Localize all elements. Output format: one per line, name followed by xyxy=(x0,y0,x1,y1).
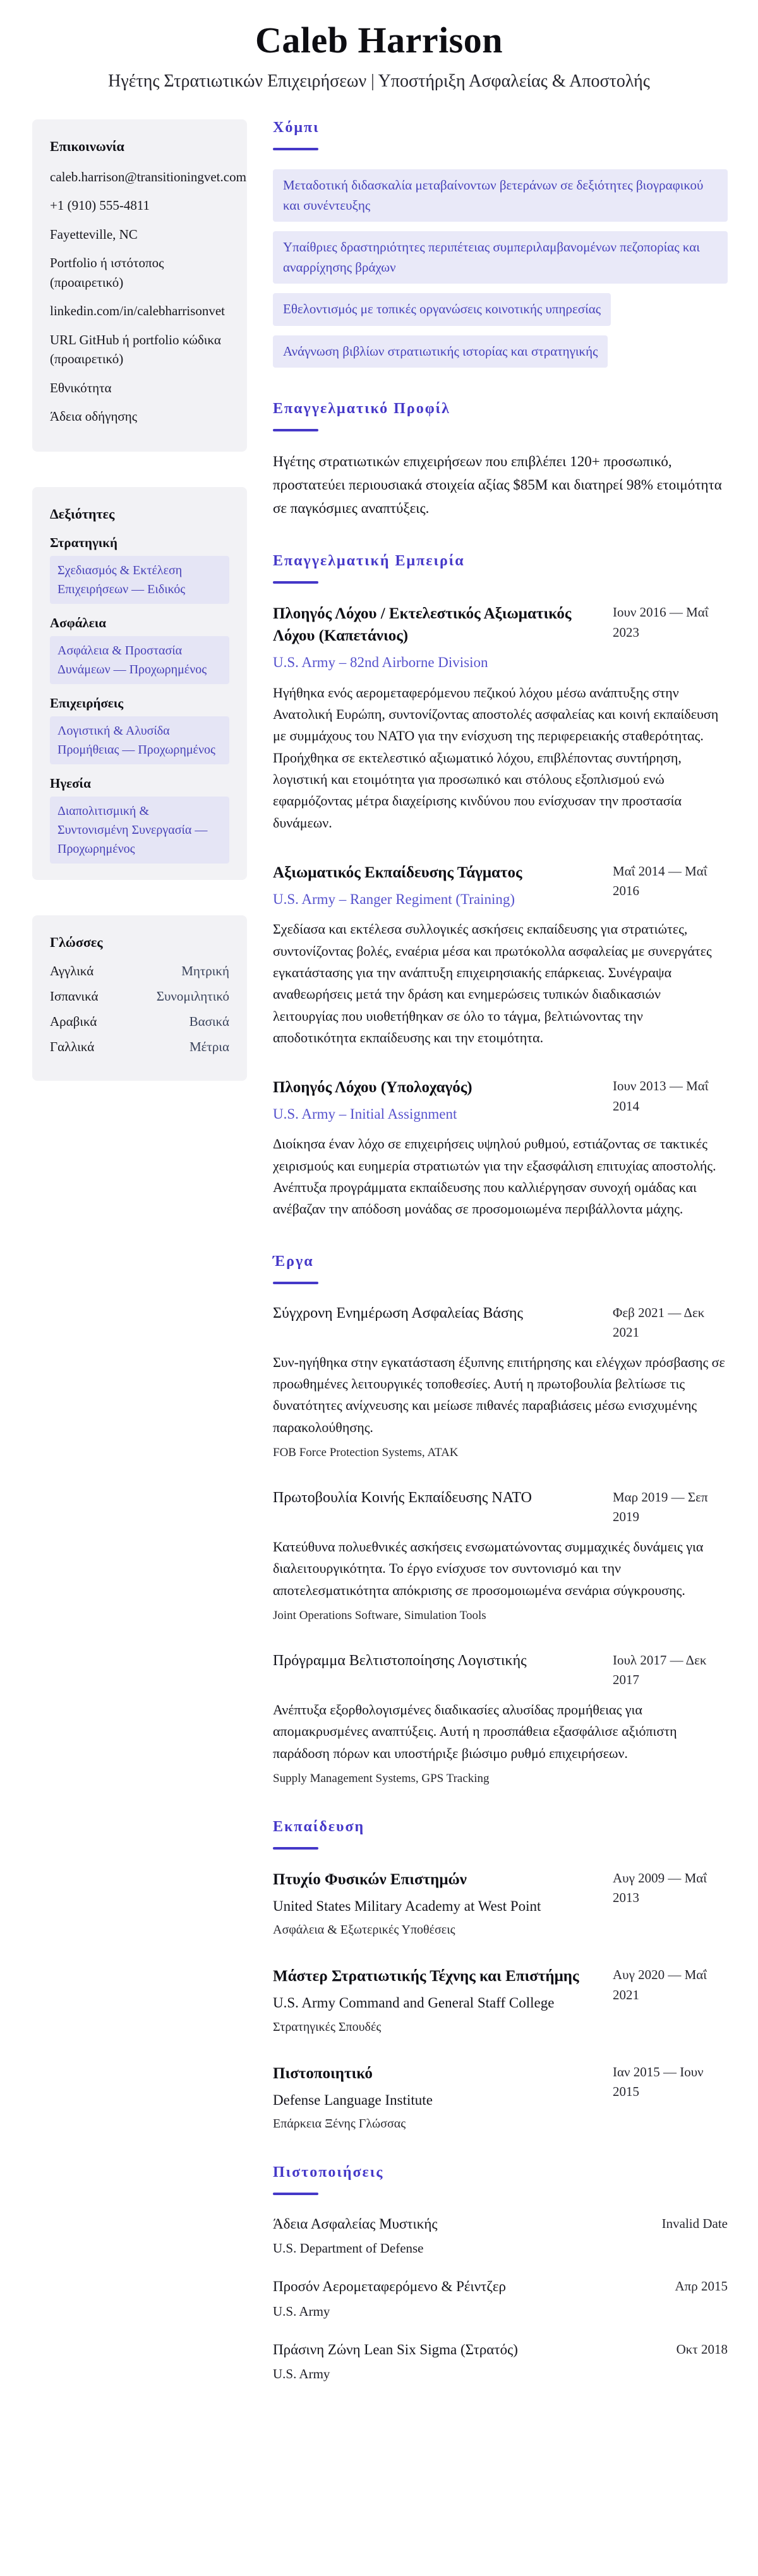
job-role: Πλοηγός Λόχου (Υπολοχαγός) xyxy=(273,1079,472,1097)
skill-chip: Σχεδιασμός & Εκτέλεση Επιχειρήσεων — Ειδικός xyxy=(50,556,229,604)
entry-head xyxy=(273,603,728,673)
project-entry xyxy=(273,1303,728,1460)
projects-heading: Έργα xyxy=(273,1253,314,1270)
project-entry xyxy=(273,1488,728,1623)
hobby-item: Εθελοντισμός με τοπικές οργανώσεις κοινοτικής υπηρεσίας xyxy=(273,293,611,326)
entry-head xyxy=(273,1651,728,1690)
project-tools: Joint Operations Software, Simulation Tools xyxy=(273,1608,486,1622)
entry-head xyxy=(273,1869,728,1917)
entry-left xyxy=(273,1965,586,2013)
contact-section xyxy=(32,119,247,452)
entry-left xyxy=(273,1869,586,1917)
language-row xyxy=(50,989,229,1004)
education-dates: Αυγ 2009 — Μαΐ 2013 xyxy=(613,1870,707,1906)
certification-entry xyxy=(273,2214,728,2258)
skill-category: Επιχειρήσεις xyxy=(50,695,124,711)
entry-head xyxy=(273,2340,728,2384)
experience-entry xyxy=(273,1076,728,1220)
entry-left xyxy=(273,1303,586,1325)
certification-name: Άδεια Ασφαλείας Μυστικής xyxy=(273,2215,438,2232)
certification-name: Πράσινη Ζώνη Lean Six Sigma (Στρατός) xyxy=(273,2342,518,2358)
language-level: Μητρική xyxy=(181,963,229,979)
language-name: Αραβικά xyxy=(50,1014,97,1030)
job-company: U.S. Army – 82nd Airborne Division xyxy=(273,654,488,671)
candidate-name: Caleb Harrison xyxy=(255,20,503,61)
hobby-item: Υπαίθριες δραστηριότητες περιπέτειας συμπεριλαμβανομένων πεζοπορίας και αναρρίχησης βράχων xyxy=(273,231,728,284)
certification-date: Invalid Date xyxy=(661,2215,728,2231)
entry-head xyxy=(273,1303,728,1343)
language-row xyxy=(50,1014,229,1030)
entry-head xyxy=(273,2062,728,2110)
project-tools: Supply Management Systems, GPS Tracking xyxy=(273,1771,490,1785)
language-row xyxy=(50,963,229,979)
skill-chip: Ασφάλεια & Προστασία Δυνάμεων — Προχωρημένος xyxy=(50,636,229,684)
certification-issuer: U.S. Army xyxy=(273,2366,330,2382)
section-rule xyxy=(273,581,318,584)
job-description: Σχεδίασα και εκτέλεσα συλλογικές ασκήσεις εκπαίδευσης για στρατιώτες, συντονίζοντας βολές, εναέρια μέσα και πρωτόκολλα ασφαλείας με συνεργάτες εγκατάστασης για την ανάπτυξη επιχειρησιακής επάρκειας. Συνέγραψα αναθεωρήσεις μετά την δράση και ενημερώσεις τυπικών διαδικασιών λειτουργίας που υιοθετήθηκαν σε όλο το τάγμα, βελτιώνοντας την αποδοτικότητα εκπαίδευσης και την ετοιμότητα. xyxy=(273,921,712,1045)
content-columns xyxy=(0,119,758,2417)
section-rule xyxy=(273,148,318,150)
entry-left xyxy=(273,1076,586,1124)
language-level: Συνομιλητικό xyxy=(156,989,229,1004)
project-tools: FOB Force Protection Systems, ATAK xyxy=(273,1445,459,1459)
contact-nationality: Εθνικότητα xyxy=(50,380,112,395)
language-name: Γαλλικά xyxy=(50,1039,95,1055)
contact-github: URL GitHub ή portfolio κώδικα (προαιρετικό) xyxy=(50,332,221,367)
section-rule xyxy=(273,2193,318,2195)
skill-category: Ηγεσία xyxy=(50,776,91,791)
experience-entry xyxy=(273,862,728,1049)
certification-entry xyxy=(273,2277,728,2321)
job-role: Αξιωματικός Εκπαίδευσης Τάγματος xyxy=(273,864,522,881)
project-description: Συν-ηγήθηκα στην εγκατάσταση έξυπνης επιτήρησης και ελέγχων πρόσβασης σε προωθημένες λειτουργικές τοποθεσίες. Αυτή η πρωτοβουλία βελτίωσε τις δυνατότητες ανίχνευσης και μείωσε πιθανές παραβιάσεις μέσω ενισχυμένης παρακολούθησης. xyxy=(273,1354,725,1435)
education-heading: Εκπαίδευση xyxy=(273,1818,365,1835)
entry-left xyxy=(273,2062,586,2110)
projects-section xyxy=(273,1253,728,1786)
certifications-section xyxy=(273,2164,728,2384)
education-field: Στρατηγικές Σπουδές xyxy=(273,2019,382,2034)
entry-left xyxy=(273,603,586,673)
education-school: U.S. Army Command and General Staff College xyxy=(273,1995,555,2011)
skills-section xyxy=(32,487,247,880)
education-school: Defense Language Institute xyxy=(273,2091,433,2108)
certification-date: Οκτ 2018 xyxy=(676,2342,728,2357)
project-entry xyxy=(273,1651,728,1786)
section-rule xyxy=(273,429,318,431)
language-name: Ισπανικά xyxy=(50,989,99,1004)
project-description: Ανέπτυξα εξορθολογισμένες διαδικασίες αλυσίδας προμήθειας για απομακρυσμένες αναπτύξεις. Αυτή η προσπάθεια εξασφάλισε αξιόπιστη παράδοση πόρων και υποστήριξε βιώσιμο ρυθμό επιχειρήσεων. xyxy=(273,1701,677,1761)
job-role: Πλοηγός Λόχου / Εκτελεστικός Αξιωματικός Λόχου (Καπετάνιος) xyxy=(273,605,572,645)
entry-head xyxy=(273,2277,728,2321)
languages-section xyxy=(32,915,247,1081)
entry-head xyxy=(273,1076,728,1124)
job-dates: Μαΐ 2014 — Μαΐ 2016 xyxy=(613,863,707,899)
project-name: Πρόγραμμα Βελτιστοποίησης Λογιστικής xyxy=(273,1652,527,1669)
skill-chip: Λογιστική & Αλυσίδα Προμήθειας — Προχωρημένος xyxy=(50,716,229,764)
education-dates: Ιαν 2015 — Ιουν 2015 xyxy=(613,2064,704,2100)
education-degree: Πτυχίο Φυσικών Επιστημών xyxy=(273,1870,467,1888)
entry-head xyxy=(273,1488,728,1527)
profile-section xyxy=(273,400,728,520)
language-name: Αγγλικά xyxy=(50,963,94,979)
job-description: Διοίκησα έναν λόχο σε επιχειρήσεις υψηλού ρυθμού, εστιάζοντας σε τακτικές χειρισμούς και ευημερία στρατιωτών για την εξασφάλιση επιτυχίας αποστολής. Ανέπτυξα προγράμματα εκπαίδευσης που καλλιέργησαν συνοχή ομάδας και ανέβαζαν την απόδοση μονάδας σε προσομοιωμένα περιβάλλοντα μάχης. xyxy=(273,1136,716,1217)
contact-phone: +1 (910) 555-4811 xyxy=(50,198,150,214)
skill-chip: Διαπολιτισμική & Συντονισμένη Συνεργασία — Προχωρημένος xyxy=(50,797,229,864)
project-description: Κατεύθυνα πολυεθνικές ασκήσεις ενσωματώνοντας συμμαχικές δυνάμεις για διαλειτουργικότητα. Το έργο ενίσχυσε τον συντονισμό και την αποτελεσματικότητα απόκρισης σε προσομοιωμένα σενάρια σύγκρουσης. xyxy=(273,1538,704,1598)
experience-section xyxy=(273,553,728,1220)
candidate-title: Ηγέτης Στρατιωτικών Επιχειρήσεων | Υποστήριξη Ασφαλείας & Αποστολής xyxy=(108,71,650,91)
job-description: Ηγήθηκα ενός αερομεταφερόμενου πεζικού λόχου μέσω ανάπτυξης στην Ανατολική Ευρώπη, συντονίζοντας αποστολές ασφαλείας και κοινή εκπαίδευση με συμμάχους του NATO για την ενίσχυση της περιφερειακής σταθερότητας. Προήχθηκα σε εκτελεστικό αξιωματικό λόχου, επιβλέποντας συντήρηση, λογιστική και ετοιμότητα για προσωπικό και στόλους εξοπλισμού ενώ εφαρμόζοντας μέτρα διαχείρισης κινδύνου που ενίσχυσαν την προστασία δυνάμεων. xyxy=(273,684,719,831)
education-degree: Πιστοποιητικό xyxy=(273,2064,373,2082)
job-dates: Ιουν 2016 — Μαΐ 2023 xyxy=(613,605,709,640)
entry-left xyxy=(273,2340,586,2384)
skills-heading: Δεξιότητες xyxy=(50,506,115,522)
hobbies-section xyxy=(273,119,728,368)
job-company: U.S. Army – Initial Assignment xyxy=(273,1106,457,1122)
certification-date: Απρ 2015 xyxy=(675,2278,728,2294)
profile-text: Ηγέτης στρατιωτικών επιχειρήσεων που επιβλέπει 120+ προσωπικό, προστατεύει περιουσιακά στοιχεία αξίας $85M και διατηρεί 98% ετοιμότητα σε παγκόσμιες αναπτύξεις. xyxy=(273,454,722,516)
contact-portfolio: Portfolio ή ιστότοπος (προαιρετικό) xyxy=(50,255,164,290)
entry-left xyxy=(273,1488,586,1509)
project-dates: Μαρ 2019 — Σεπ 2019 xyxy=(613,1489,708,1525)
contact-email: caleb.harrison@transitioningvet.com xyxy=(50,169,246,184)
language-row xyxy=(50,1039,229,1055)
profile-heading: Επαγγελματικό Προφίλ xyxy=(273,400,450,417)
entry-left xyxy=(273,2214,586,2258)
certification-issuer: U.S. Department of Defense xyxy=(273,2241,424,2256)
resume-header xyxy=(0,0,758,92)
section-rule xyxy=(273,1282,318,1284)
certification-name: Προσόν Αερομεταφερόμενο & Ρέιντζερ xyxy=(273,2278,507,2295)
languages-heading: Γλώσσες xyxy=(50,934,103,951)
education-school: United States Military Academy at West Point xyxy=(273,1898,541,1914)
experience-heading: Επαγγελματική Εμπειρία xyxy=(273,553,465,570)
education-entry xyxy=(273,1869,728,1937)
entry-left xyxy=(273,1651,586,1672)
entry-head xyxy=(273,2214,728,2258)
education-entry xyxy=(273,2062,728,2131)
certification-entry xyxy=(273,2340,728,2384)
contact-driving-license: Άδεια οδήγησης xyxy=(50,408,138,424)
education-degree: Μάστερ Στρατιωτικής Τέχνης και Επιστήμης xyxy=(273,1968,579,1985)
skill-category: Στρατηγική xyxy=(50,535,117,551)
sidebar xyxy=(32,119,247,2417)
certifications-heading: Πιστοποιήσεις xyxy=(273,2164,384,2181)
main-column xyxy=(273,119,728,2417)
skill-category: Ασφάλεια xyxy=(50,615,106,631)
project-name: Πρωτοβουλία Κοινής Εκπαίδευσης NATO xyxy=(273,1489,532,1506)
entry-head xyxy=(273,1965,728,2013)
job-company: U.S. Army – Ranger Regiment (Training) xyxy=(273,891,515,907)
education-dates: Αυγ 2020 — Μαΐ 2021 xyxy=(613,1967,707,2002)
job-dates: Ιουν 2013 — Μαΐ 2014 xyxy=(613,1078,709,1114)
project-name: Σύγχρονη Ενημέρωση Ασφαλείας Βάσης xyxy=(273,1304,523,1321)
entry-head xyxy=(273,862,728,910)
entry-left xyxy=(273,2277,586,2321)
entry-left xyxy=(273,862,586,910)
education-section xyxy=(273,1819,728,2131)
education-field: Ασφάλεια & Εξωτερικές Υποθέσεις xyxy=(273,1923,455,1937)
language-level: Βασικά xyxy=(189,1014,229,1030)
section-rule xyxy=(273,1847,318,1850)
certification-issuer: U.S. Army xyxy=(273,2303,330,2319)
contact-heading: Επικοινωνία xyxy=(50,138,124,154)
language-level: Μέτρια xyxy=(189,1039,229,1055)
contact-location: Fayetteville, NC xyxy=(50,226,138,242)
hobby-item: Ανάγνωση βιβλίων στρατιωτικής ιστορίας και στρατηγικής xyxy=(273,335,608,368)
hobby-item: Μεταδοτική διδασκαλία μεταβαίνοντων βετεράνων σε δεξιότητες βιογραφικού και συνέντευξης xyxy=(273,169,728,222)
hobbies-heading: Χόμπι xyxy=(273,119,320,136)
contact-linkedin: linkedin.com/in/calebharrisonvet xyxy=(50,303,225,319)
experience-entry xyxy=(273,603,728,834)
project-dates: Φεβ 2021 — Δεκ 2021 xyxy=(613,1304,705,1340)
education-field: Επάρκεια Ξένης Γλώσσας xyxy=(273,2116,406,2131)
education-entry xyxy=(273,1965,728,2034)
project-dates: Ιουλ 2017 — Δεκ 2017 xyxy=(613,1652,707,1688)
